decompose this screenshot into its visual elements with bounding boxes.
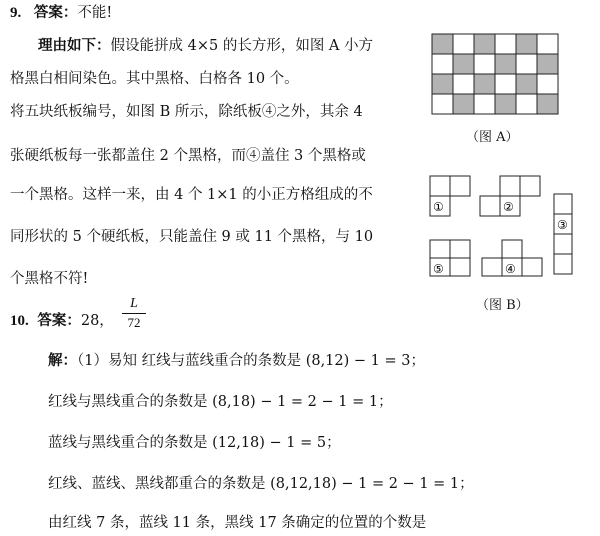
board-cell xyxy=(516,74,537,94)
board-cell xyxy=(432,94,453,114)
q10-answer-label: 答案： xyxy=(37,313,81,329)
piece-5-label: ⑤ xyxy=(433,262,444,276)
q10-text-line-3: 蓝线与黑线重合的条数是 (12,18) − 1 = 5； xyxy=(48,435,341,451)
q9-text-line-4: 张硬纸板每一张都盖住 2 个黑格，而④盖住 3 个黑格或 xyxy=(10,148,366,164)
q9-text-line-6: 同形状的 5 个硬纸板，只能盖住 9 或 11 个黑格，与 10 xyxy=(10,229,374,245)
q10-solution-line-1 xyxy=(48,352,425,370)
q9-text-line-5: 一个黑格。这样一来，由 4 个 1×1 的小正方格组成的不 xyxy=(10,187,373,203)
q10-solution-label: 解： xyxy=(48,353,77,369)
board-cell xyxy=(432,74,453,94)
board-cell xyxy=(432,54,453,74)
board-cell xyxy=(474,54,495,74)
q10-answer-value: 28， xyxy=(80,313,114,329)
board-cell xyxy=(474,34,495,54)
board-cell xyxy=(453,34,474,54)
board-cell xyxy=(537,54,558,74)
figure-b-pieces xyxy=(426,172,576,284)
q9-text-line-1: 假设能拼成 4×5 的长方形，如图 A 小方 xyxy=(110,38,374,54)
q10-header xyxy=(10,312,114,330)
q10-number: 10. xyxy=(10,313,29,329)
board-cell xyxy=(516,54,537,74)
q10-text-line-1: （1）易知 红线与蓝线重合的条数是 (8,12) − 1 = 3； xyxy=(77,353,425,369)
piece-2-label: ② xyxy=(503,200,514,214)
piece-2 xyxy=(480,176,540,216)
figure-a-caption: （图 A） xyxy=(466,130,519,145)
figure-a-checkerboard xyxy=(430,32,560,116)
board-cell xyxy=(453,54,474,74)
board-cell xyxy=(537,74,558,94)
board-cell xyxy=(453,74,474,94)
q9-answer-value: 不能! xyxy=(77,5,113,21)
piece-5 xyxy=(430,240,470,276)
board-cell xyxy=(474,94,495,114)
piece-4-label: ④ xyxy=(505,262,516,276)
board-cell xyxy=(453,94,474,114)
piece-4 xyxy=(482,240,542,276)
board-cell xyxy=(495,54,516,74)
q10-text-line-5: 由红线 7 条，蓝线 11 条，黑线 17 条确定的位置的个数是 xyxy=(48,515,427,531)
q9-reason-label: 理由如下： xyxy=(38,38,111,54)
board-cell xyxy=(537,34,558,54)
board-cell xyxy=(432,34,453,54)
figure-b-caption: （图 B） xyxy=(476,298,529,313)
q9-number: 9. xyxy=(10,5,22,21)
board-cell xyxy=(516,34,537,54)
board-cell xyxy=(495,34,516,54)
q9-text-line-3: 将五块纸板编号，如图 B 所示，除纸板④之外，其余 4 xyxy=(10,104,363,120)
fraction-numerator: L xyxy=(130,296,138,311)
q9-header xyxy=(10,4,112,22)
piece-3-label: ③ xyxy=(557,218,568,232)
q9-reason-line xyxy=(38,37,373,55)
piece-1 xyxy=(430,176,470,216)
board-cell xyxy=(537,94,558,114)
q9-answer-label: 答案： xyxy=(33,5,78,21)
q10-text-line-2: 红线与黑线重合的条数是 (8,18) − 1 = 2 − 1 = 1； xyxy=(48,394,393,410)
board-cell xyxy=(495,74,516,94)
q9-text-line-7: 个黑格不符! xyxy=(10,271,89,287)
q10-answer-fraction xyxy=(122,296,146,331)
board-cell xyxy=(474,74,495,94)
board-cell xyxy=(495,94,516,114)
piece-1-label: ① xyxy=(433,200,444,214)
piece-3 xyxy=(554,194,572,274)
q10-text-line-4: 红线、蓝线、黑线都重合的条数是 (8,12,18) − 1 = 2 − 1 = 1； xyxy=(48,476,474,492)
fraction-denominator: 72 xyxy=(127,315,141,330)
board-cell xyxy=(516,94,537,114)
q9-text-line-2: 格黑白相间染色。其中黑格、白格各 10 个。 xyxy=(10,71,299,87)
